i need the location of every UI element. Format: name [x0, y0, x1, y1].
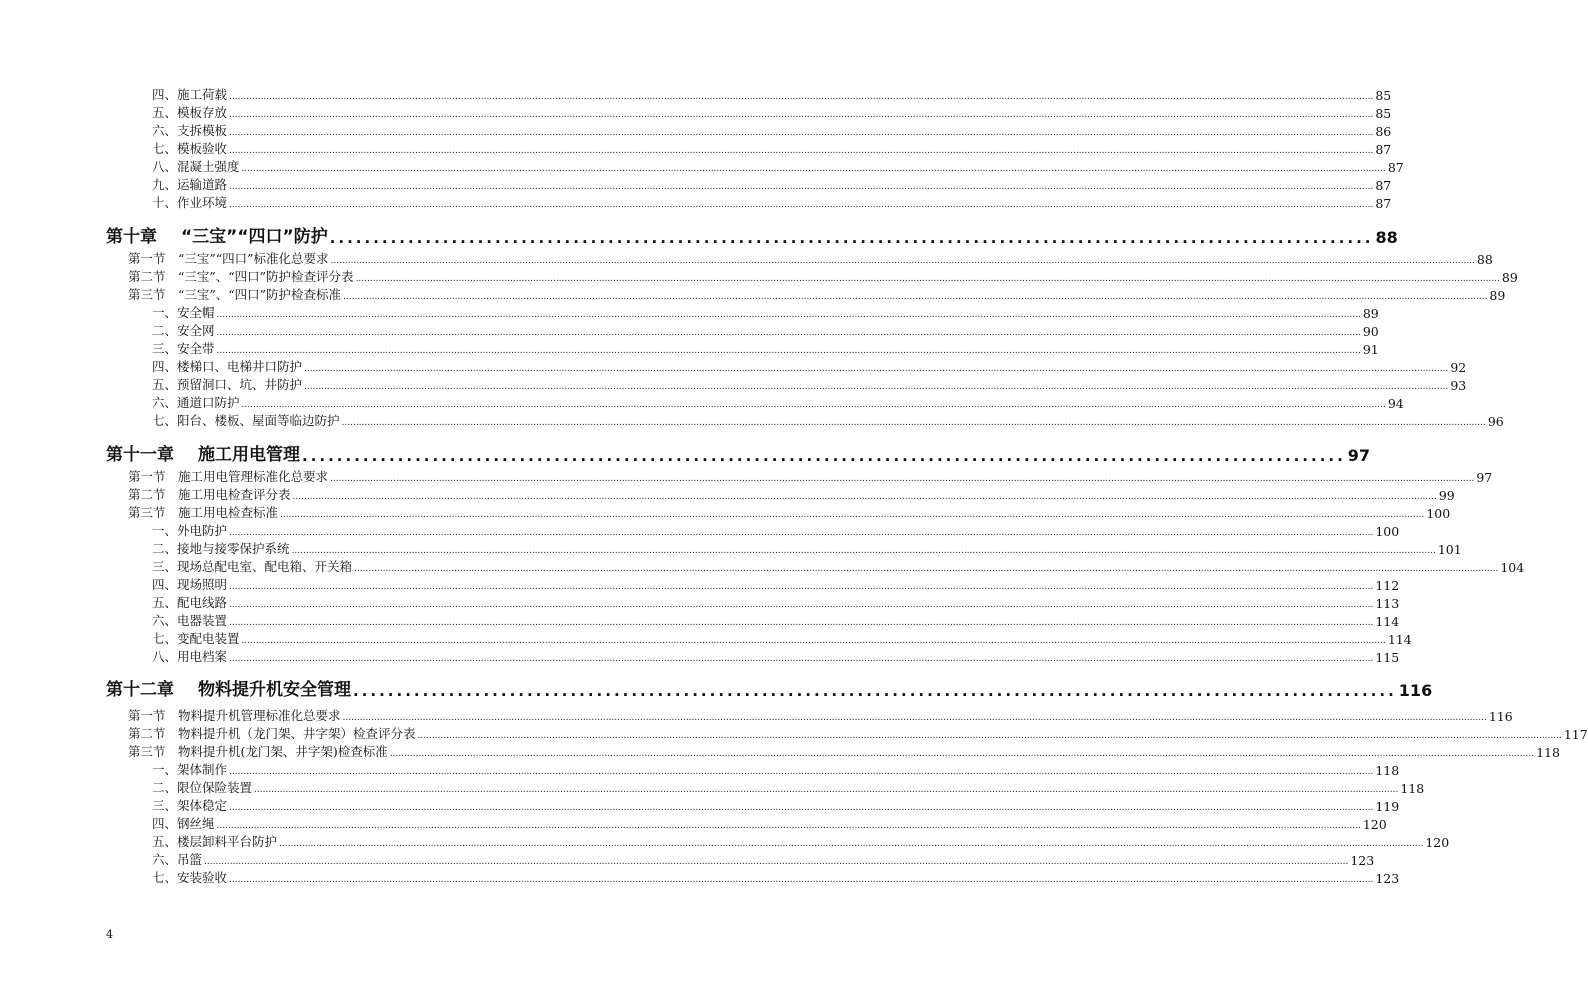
dot-leader: ................................................................................................................................................................................................................................................................................................................................................................................................................ — [254, 785, 1399, 795]
toc-page-number: 96 — [1487, 414, 1504, 429]
dot-leader: ................................................................................................................................................................................................................................................................................................................................................................................................................ — [216, 310, 1361, 320]
toc-page-number: 97 — [1476, 470, 1493, 485]
toc-item-entry[interactable] — [152, 630, 1412, 647]
toc-page-number: 100 — [1375, 524, 1400, 539]
toc-item-entry[interactable] — [152, 522, 1400, 539]
toc-page-number: 114 — [1375, 614, 1400, 629]
dot-leader: ........................................................................................................................ — [329, 229, 1374, 247]
dot-leader: ................................................................................................................................................................................................................................................................................................................................................................................................................ — [354, 564, 1499, 574]
toc-entry-title — [128, 467, 328, 485]
toc-entry-label: 施工用电检查评分表 — [178, 487, 291, 502]
toc-page-number: 88 — [1375, 228, 1398, 247]
toc-page-number: 119 — [1375, 799, 1400, 814]
dot-leader: ................................................................................................................................................................................................................................................................................................................................................................................................................ — [389, 749, 1535, 759]
toc-page-number: 120 — [1425, 835, 1450, 850]
toc-entry-title — [152, 868, 227, 886]
toc-entry-title — [106, 675, 351, 700]
toc-entry-number: 第十章 — [106, 227, 157, 247]
toc-item-entry[interactable] — [152, 869, 1400, 886]
dot-leader: ................................................................................................................................................................................................................................................................................................................................................................................................................ — [229, 182, 1374, 192]
dot-leader: ................................................................................................................................................................................................................................................................................................................................................................................................................ — [342, 713, 1487, 723]
dot-leader: ................................................................................................................................................................................................................................................................................................................................................................................................................ — [343, 292, 1488, 302]
dot-leader: ................................................................................................................................................................................................................................................................................................................................................................................................................ — [229, 582, 1374, 592]
toc-entry-title — [128, 267, 354, 285]
toc-entry-label: 二、限位保险装置 — [152, 780, 253, 795]
toc-item-entry[interactable] — [152, 797, 1400, 814]
toc-section-entry[interactable] — [128, 707, 1513, 724]
toc-entry-title — [152, 557, 352, 575]
toc-entry-label: 二、安全网 — [152, 323, 215, 338]
toc-entry-label: “三宝”、“四口”防护检查标准 — [178, 287, 342, 302]
toc-entry-title — [152, 321, 215, 339]
toc-entry-title — [152, 778, 252, 796]
toc-entry-label: 四、楼梯口、电梯井口防护 — [152, 359, 303, 374]
toc-item-entry[interactable] — [152, 140, 1392, 157]
toc-entry-label: 九、运输道路 — [152, 177, 228, 192]
dot-leader: ................................................................................................................................................................................................................................................................................................................................................................................................................ — [229, 110, 1374, 120]
toc-page-number: 90 — [1362, 324, 1379, 339]
toc-item-entry[interactable] — [152, 833, 1450, 850]
toc-entry-title — [152, 814, 215, 832]
toc-section-entry[interactable] — [128, 486, 1455, 503]
toc-item-entry[interactable] — [152, 304, 1379, 321]
toc-page-number: 117 — [1563, 727, 1588, 742]
toc-item-entry[interactable] — [152, 322, 1379, 339]
toc-entry-label: “三宝”“四口”标准化总要求 — [178, 251, 329, 266]
toc-page-number: 85 — [1375, 88, 1392, 103]
toc-entry-label: 物料提升机（龙门架、井字架）检查评分表 — [178, 726, 416, 741]
toc-entry-title — [152, 593, 227, 611]
toc-page-number: 89 — [1489, 288, 1506, 303]
toc-page-number: 91 — [1362, 342, 1379, 357]
toc-entry-title — [152, 121, 227, 139]
toc-page-number: 94 — [1387, 396, 1404, 411]
toc-entry-label: 施工用电管理 — [198, 445, 300, 465]
toc-section-entry[interactable] — [128, 468, 1493, 485]
toc-entry-title — [152, 103, 227, 121]
toc-item-entry[interactable] — [152, 394, 1404, 411]
toc-item-entry[interactable] — [152, 358, 1467, 375]
toc-page-number: 92 — [1450, 360, 1467, 375]
toc-entry-number: 第三节 — [128, 505, 166, 520]
toc-item-entry[interactable] — [152, 412, 1504, 429]
toc-page-number: 123 — [1350, 853, 1375, 868]
toc-page-number: 89 — [1362, 306, 1379, 321]
dot-leader: ................................................................................................................................................................................................................................................................................................................................................................................................................ — [330, 256, 1475, 266]
toc-item-entry[interactable] — [152, 851, 1375, 868]
toc-section-entry[interactable] — [128, 743, 1560, 760]
toc-page-number: 112 — [1375, 578, 1400, 593]
toc-entry-label: 一、安全帽 — [152, 305, 215, 320]
toc-entry-number: 第一节 — [128, 469, 166, 484]
toc-section-entry[interactable] — [128, 286, 1506, 303]
toc-entry-label: 三、现场总配电室、配电箱、开关箱 — [152, 559, 353, 574]
toc-page-number: 116 — [1488, 709, 1513, 724]
toc-entry-title — [152, 760, 227, 778]
toc-page-number: 116 — [1398, 681, 1433, 700]
toc-entry-title — [152, 411, 340, 429]
toc-item-entry[interactable] — [152, 86, 1392, 103]
toc-entry-number: 第十一章 — [106, 445, 174, 465]
toc-page-number: 120 — [1362, 817, 1387, 832]
toc-section-entry[interactable] — [128, 268, 1518, 285]
toc-item-entry[interactable] — [152, 104, 1392, 121]
toc-entry-title — [152, 175, 227, 193]
toc-page-number: 104 — [1500, 560, 1525, 575]
toc-page-number: 88 — [1476, 252, 1493, 267]
toc-entry-label: 三、架体稳定 — [152, 798, 228, 813]
dot-leader: ................................................................................................................................................................................................................................................................................................................................................................................................................ — [229, 128, 1374, 138]
toc-page-number: 123 — [1375, 871, 1400, 886]
toc-item-entry[interactable] — [152, 558, 1525, 575]
toc-page-number: 101 — [1437, 542, 1462, 557]
toc-entry-label: 八、用电档案 — [152, 649, 228, 664]
dot-leader: ................................................................................................................................................................................................................................................................................................................................................................................................................ — [292, 492, 1437, 502]
toc-entry-label: 八、混凝土强度 — [152, 159, 240, 174]
toc-entry-label: 七、变配电装置 — [152, 631, 240, 646]
toc-entry-label: “三宝”“四口”防护 — [181, 227, 328, 247]
toc-entry-title — [152, 357, 302, 375]
dot-leader: ................................................................................................................................................................................................................................................................................................................................................................................................................ — [229, 618, 1374, 628]
toc-item-entry[interactable] — [152, 194, 1392, 211]
toc-chapter-entry[interactable] — [106, 676, 1433, 700]
toc-item-entry[interactable] — [152, 540, 1462, 557]
toc-entry-label: 五、预留洞口、坑、井防护 — [152, 377, 303, 392]
toc-section-entry[interactable] — [128, 504, 1451, 521]
toc-entry-label: 物料提升机安全管理 — [198, 680, 351, 700]
toc-entry-title — [152, 339, 215, 357]
toc-entry-title — [152, 85, 227, 103]
toc-page-number: 113 — [1375, 596, 1400, 611]
toc-entry-number: 第三节 — [128, 744, 166, 759]
toc-entry-label: 四、施工荷载 — [152, 87, 228, 102]
toc-entry-title — [106, 440, 300, 465]
toc-entry-title — [152, 139, 227, 157]
dot-leader: ................................................................................................................................................................................................................................................................................................................................................................................................................ — [341, 418, 1486, 428]
toc-page-number: 115 — [1375, 650, 1400, 665]
dot-leader: ................................................................................................................................................................................................................................................................................................................................................................................................................ — [355, 274, 1500, 284]
dot-leader: ................................................................................................................................................................................................................................................................................................................................................................................................................ — [204, 857, 1349, 867]
toc-page-number: 118 — [1536, 745, 1560, 760]
toc-item-entry[interactable] — [152, 158, 1404, 175]
dot-leader: ................................................................................................................................................................................................................................................................................................................................................................................................................ — [229, 875, 1374, 885]
toc-page-number: 87 — [1375, 178, 1392, 193]
toc-entry-title — [152, 157, 240, 175]
dot-leader: ................................................................................................................................................................................................................................................................................................................................................................................................................ — [304, 364, 1449, 374]
toc-page-number: 118 — [1400, 781, 1425, 796]
dot-leader: ................................................................................................................................................................................................................................................................................................................................................................................................................ — [229, 654, 1374, 664]
toc-page-number: 118 — [1375, 763, 1400, 778]
toc-entry-label: 六、支拆模板 — [152, 123, 228, 138]
dot-leader: ................................................................................................................................................................................................................................................................................................................................................................................................................ — [330, 474, 1475, 484]
toc-entry-title — [128, 706, 341, 724]
toc-entry-title — [106, 222, 328, 247]
toc-entry-title — [152, 796, 227, 814]
toc-entry-label: 五、配电线路 — [152, 595, 228, 610]
toc-entry-title — [152, 647, 227, 665]
toc-item-entry[interactable] — [152, 761, 1400, 778]
toc-entry-title — [128, 485, 291, 503]
toc-entry-label: 六、通道口防护 — [152, 395, 240, 410]
toc-entry-number: 第一节 — [128, 251, 166, 266]
toc-entry-label: 五、楼层卸料平台防护 — [152, 834, 278, 849]
toc-page-number: 93 — [1450, 378, 1467, 393]
toc-section-entry[interactable] — [128, 250, 1493, 267]
toc-entry-label: 二、接地与接零保护系统 — [152, 541, 290, 556]
toc-entry-label: 施工用电检查标准 — [178, 505, 279, 520]
toc-item-entry[interactable] — [152, 815, 1387, 832]
toc-page-number: 114 — [1387, 632, 1412, 647]
toc-entry-title — [128, 742, 388, 760]
toc-entry-label: 施工用电管理标准化总要求 — [178, 469, 329, 484]
toc-entry-title — [128, 503, 278, 521]
toc-item-entry[interactable] — [152, 594, 1400, 611]
toc-entry-number: 第十二章 — [106, 680, 174, 700]
toc-entry-title — [152, 193, 227, 211]
toc-page-number: 89 — [1501, 270, 1518, 285]
toc-entry-title — [152, 521, 227, 539]
toc-entry-title — [152, 832, 277, 850]
toc-page-number: 99 — [1438, 488, 1455, 503]
dot-leader: ................................................................................................................................................................................................................................................................................................................................................................................................................ — [291, 546, 1436, 556]
toc-item-entry[interactable] — [152, 176, 1392, 193]
toc-item-entry[interactable] — [152, 576, 1400, 593]
dot-leader: ................................................................................................................................................................................................................................................................................................................................................................................................................ — [229, 803, 1374, 813]
toc-item-entry[interactable] — [152, 122, 1392, 139]
dot-leader: ................................................................................................................................................................................................................................................................................................................................................................................................................ — [229, 146, 1374, 156]
toc-chapter-entry[interactable] — [106, 223, 1398, 247]
toc-entry-title — [128, 724, 416, 742]
dot-leader: ................................................................................................................................................................................................................................................................................................................................................................................................................ — [241, 164, 1386, 174]
toc-entry-label: 七、阳台、楼板、屋面等临边防护 — [152, 413, 340, 428]
toc-entry-label: 四、钢丝绳 — [152, 816, 215, 831]
toc-entry-label: 一、外电防护 — [152, 523, 228, 538]
toc-chapter-entry[interactable] — [106, 441, 1371, 465]
toc-item-entry[interactable] — [152, 779, 1425, 796]
toc-entry-number: 第二节 — [128, 269, 166, 284]
toc-entry-label: 四、现场照明 — [152, 577, 228, 592]
toc-item-entry[interactable] — [152, 612, 1400, 629]
toc-entry-label: “三宝”、“四口”防护检查评分表 — [178, 269, 354, 284]
toc-entry-label: 六、吊篮 — [152, 852, 203, 867]
page-number: 4 — [106, 928, 113, 941]
toc-entry-label: 七、模板验收 — [152, 141, 228, 156]
dot-leader: ................................................................................................................................................................................................................................................................................................................................................................................................................ — [229, 767, 1374, 777]
toc-entry-title — [152, 611, 227, 629]
dot-leader: ................................................................................................................................................................................................................................................................................................................................................................................................................ — [229, 600, 1374, 610]
toc-entry-title — [152, 393, 240, 411]
toc-entry-title — [152, 303, 215, 321]
toc-entry-title — [128, 285, 341, 303]
toc-entry-title — [152, 629, 240, 647]
dot-leader: ................................................................................................................................................................................................................................................................................................................................................................................................................ — [279, 839, 1424, 849]
toc-entry-label: 六、电器装置 — [152, 613, 228, 628]
toc-entry-label: 十、作业环境 — [152, 195, 228, 210]
toc-page-number: 85 — [1375, 106, 1392, 121]
dot-leader: ................................................................................................................................................................................................................................................................................................................................................................................................................ — [241, 636, 1386, 646]
toc-entry-title — [152, 575, 227, 593]
toc-section-entry[interactable] — [128, 725, 1588, 742]
toc-item-entry[interactable] — [152, 376, 1467, 393]
toc-page-number: 87 — [1375, 196, 1392, 211]
toc-page-number: 86 — [1375, 124, 1392, 139]
toc-entry-number: 第三节 — [128, 287, 166, 302]
toc-item-entry[interactable] — [152, 648, 1400, 665]
toc-item-entry[interactable] — [152, 340, 1379, 357]
toc-entry-label: 三、安全带 — [152, 341, 215, 356]
toc-entry-number: 第二节 — [128, 487, 166, 502]
dot-leader: ................................................................................................................................................................................................................................................................................................................................................................................................................ — [304, 382, 1449, 392]
dot-leader: ........................................................................................................................ — [302, 447, 1346, 465]
toc-entry-title — [152, 375, 302, 393]
toc-page-number: 100 — [1426, 506, 1451, 521]
dot-leader: ................................................................................................................................................................................................................................................................................................................................................................................................................ — [229, 200, 1374, 210]
toc-entry-label: 七、安装验收 — [152, 870, 228, 885]
toc-entry-title — [152, 850, 202, 868]
dot-leader: ................................................................................................................................................................................................................................................................................................................................................................................................................ — [417, 731, 1562, 741]
toc-entry-title — [128, 249, 329, 267]
dot-leader: ................................................................................................................................................................................................................................................................................................................................................................................................................ — [229, 528, 1374, 538]
toc-entry-label: 物料提升机管理标准化总要求 — [178, 708, 341, 723]
toc-page-number: 87 — [1375, 142, 1392, 157]
dot-leader: ................................................................................................................................................................................................................................................................................................................................................................................................................ — [280, 510, 1425, 520]
toc-entry-title — [152, 539, 290, 557]
dot-leader: ................................................................................................................................................................................................................................................................................................................................................................................................................ — [241, 400, 1386, 410]
dot-leader: ........................................................................................................................ — [353, 682, 1397, 700]
dot-leader: ................................................................................................................................................................................................................................................................................................................................................................................................................ — [229, 92, 1374, 102]
toc-page-number: 97 — [1347, 446, 1371, 465]
toc-entry-number: 第二节 — [128, 726, 166, 741]
dot-leader: ................................................................................................................................................................................................................................................................................................................................................................................................................ — [216, 346, 1361, 356]
toc-entry-label: 一、架体制作 — [152, 762, 228, 777]
dot-leader: ................................................................................................................................................................................................................................................................................................................................................................................................................ — [216, 328, 1361, 338]
toc-entry-number: 第一节 — [128, 708, 166, 723]
dot-leader: ................................................................................................................................................................................................................................................................................................................................................................................................................ — [216, 821, 1361, 831]
toc-page-number: 87 — [1387, 160, 1404, 175]
toc-entry-label: 物料提升机(龙门架、井字架)检查标准 — [178, 744, 388, 759]
toc-entry-label: 五、模板存放 — [152, 105, 228, 120]
